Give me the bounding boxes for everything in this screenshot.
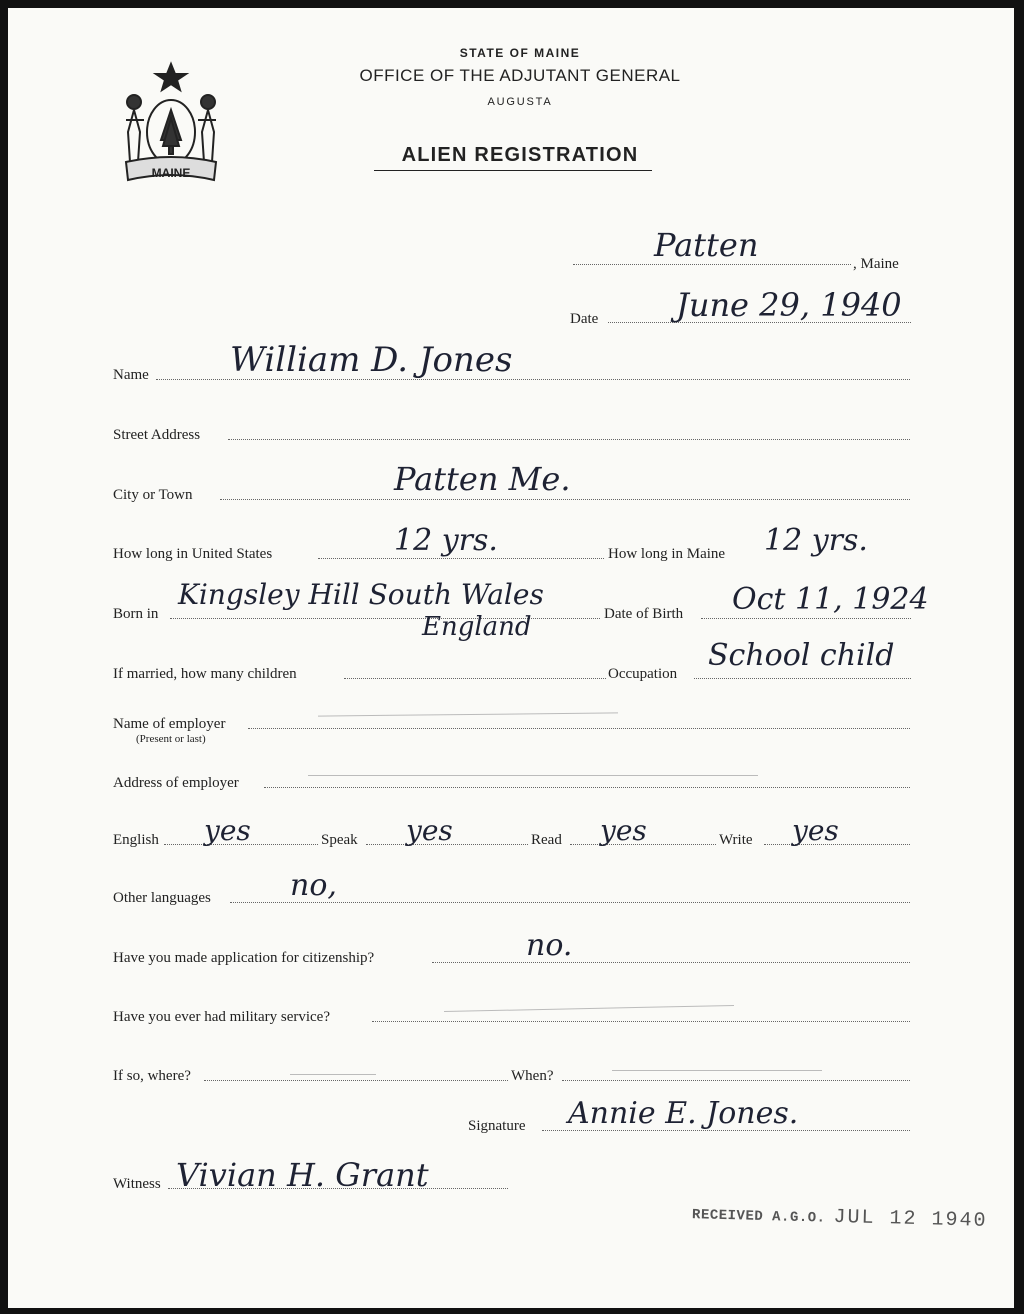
where-line (204, 1080, 508, 1081)
city-label: City or Town (113, 487, 193, 503)
when-label: When? (511, 1068, 554, 1084)
maine-value: 12 yrs. (764, 523, 868, 558)
employer-label: Name of employer (113, 716, 226, 732)
name-value: William D. Jones (230, 340, 513, 380)
date-value: June 29, 1940 (676, 286, 902, 324)
employer-line (248, 728, 910, 729)
occupation-value: School child (708, 638, 895, 673)
when-line (562, 1080, 910, 1081)
english-label: English (113, 832, 159, 848)
dob-value: Oct 11, 1924 (732, 582, 929, 617)
date-label: Date (570, 311, 599, 327)
other-lang-label: Other languages (113, 890, 211, 906)
header-city: AUGUSTA (487, 96, 553, 108)
write-value: yes (792, 814, 839, 847)
employer-address-line (264, 787, 910, 788)
speak-label: Speak (321, 832, 358, 848)
employer-address-dash (308, 775, 758, 776)
born-label: Born in (113, 606, 159, 622)
title-underline (374, 170, 652, 171)
header-state: STATE OF MAINE (459, 46, 581, 60)
place-value: Patten (654, 226, 759, 264)
place-line (573, 264, 851, 265)
header-office: OFFICE OF THE ADJUTANT GENERAL (359, 66, 681, 85)
signature-label: Signature (468, 1118, 526, 1134)
where-dash (290, 1074, 376, 1075)
read-label: Read (531, 832, 562, 848)
witness-value: Vivian H. Grant (176, 1156, 429, 1194)
citizenship-value: no. (526, 928, 573, 963)
seal-label: MAINE (151, 166, 191, 180)
dob-line (701, 618, 911, 619)
us-value: 12 yrs. (394, 523, 498, 558)
received-stamp (692, 1202, 988, 1233)
occupation-label: Occupation (608, 666, 678, 682)
us-label: How long in United States (113, 546, 273, 562)
born-value-country: England (422, 612, 532, 642)
dob-label: Date of Birth (604, 606, 684, 622)
witness-label: Witness (113, 1176, 161, 1192)
name-label: Name (113, 367, 149, 383)
employer-sublabel: (Present or last) (136, 733, 206, 745)
registration-form (8, 8, 1014, 1308)
form-title: ALIEN REGISTRATION (401, 144, 639, 166)
citizenship-label: Have you made application for citizenship? (113, 950, 375, 966)
city-line (220, 499, 910, 500)
occupation-line (694, 678, 911, 679)
maine-suffix: , Maine (853, 256, 899, 272)
born-line (170, 618, 600, 619)
stamp-received: RECEIVED A.G.O. (691, 1207, 826, 1227)
employer-address-label: Address of employer (113, 775, 239, 791)
married-label: If married, how many children (113, 666, 297, 682)
born-value: Kingsley Hill South Wales (178, 578, 544, 611)
military-dash (444, 1005, 734, 1012)
maine-label: How long in Maine (608, 546, 726, 562)
married-line (344, 678, 606, 679)
other-lang-value: no, (290, 868, 337, 903)
signature-value: Annie E. Jones. (568, 1096, 799, 1131)
citizenship-line (432, 962, 910, 963)
stamp-date: JUL 12 1940 (833, 1205, 988, 1233)
where-label: If so, where? (113, 1068, 191, 1084)
street-label: Street Address (113, 427, 201, 443)
military-line (372, 1021, 910, 1022)
city-value: Patten Me. (394, 460, 571, 498)
military-label: Have you ever had military service? (113, 1009, 330, 1025)
when-dash (612, 1070, 822, 1071)
read-value: yes (600, 814, 647, 847)
street-line (228, 439, 910, 440)
write-label: Write (719, 832, 753, 848)
employer-dash (318, 712, 618, 716)
us-line (318, 558, 604, 559)
speak-value: yes (406, 814, 453, 847)
english-value: yes (204, 814, 251, 847)
